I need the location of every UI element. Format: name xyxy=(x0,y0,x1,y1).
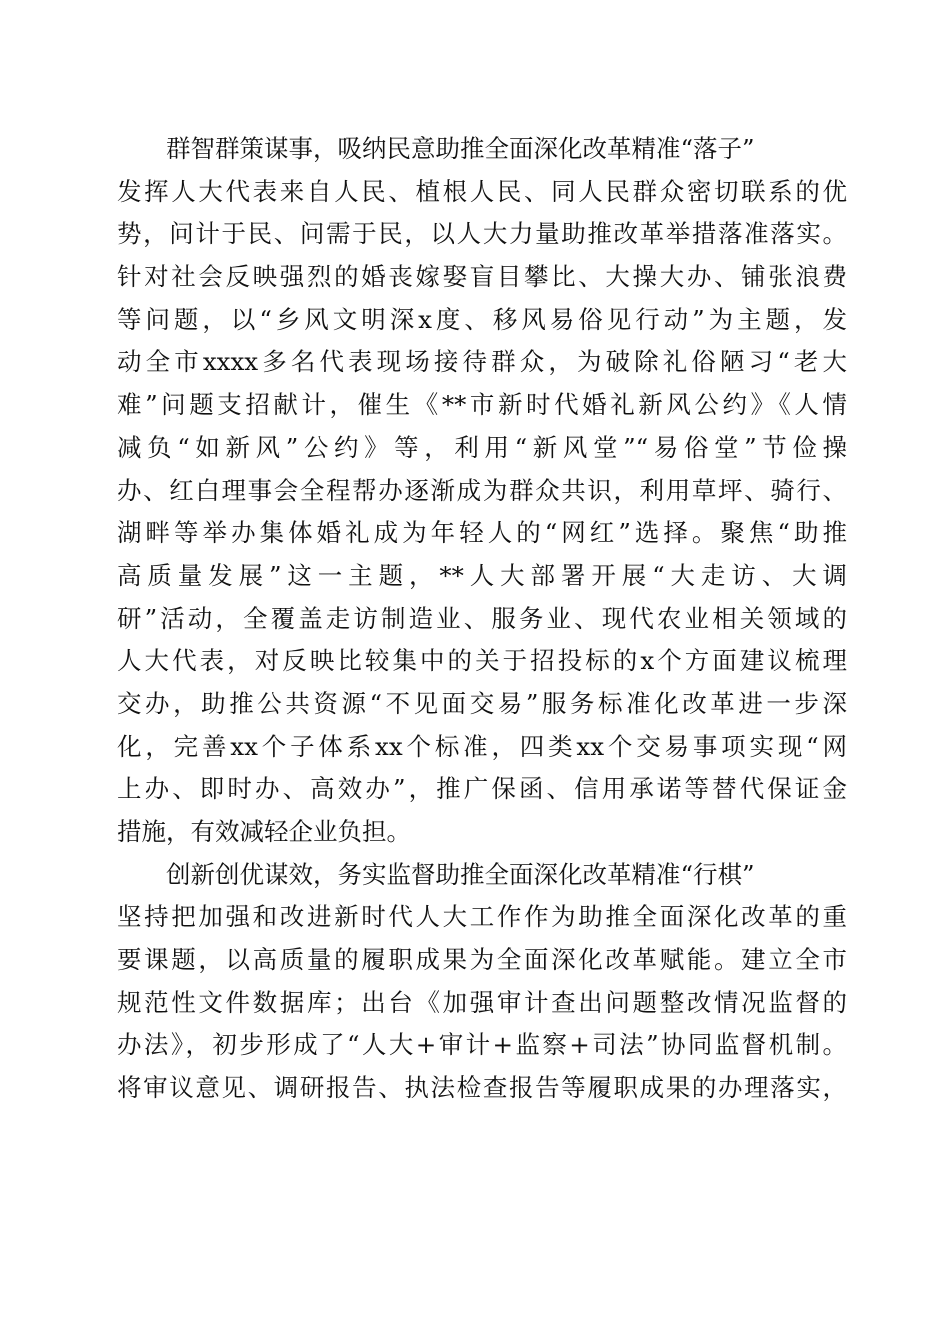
body-line: 高质量发展”这一主题，**人大部署开展“大走访、大调 xyxy=(117,560,847,590)
body-line: 办、红白理事会全程帮办逐渐成为群众共识，利用草坪、骑行、 xyxy=(117,475,847,505)
body-line: 上办、即时办、高效办”，推广保函、信用承诺等替代保证金 xyxy=(117,774,847,804)
body-line: 办法》，初步形成了“人大+审计+监察+司法”协同监督机制。 xyxy=(117,1030,847,1060)
body-line: 势，问计于民、问需于民，以人大力量助推改革举措落准落实。 xyxy=(117,219,847,249)
body-line: 难”问题支招献计，催生《**市新时代婚礼新风公约》《人情 xyxy=(117,390,847,420)
body-line: 发挥人大代表来自人民、植根人民、同人民群众密切联系的优 xyxy=(117,176,847,206)
body-line: 减负“如新风”公约》等，利用“新风堂”“易俗堂”节俭操 xyxy=(117,432,847,462)
body-line: 等问题，以“乡风文明深x度、移风易俗见行动”为主题，发 xyxy=(117,304,847,334)
body-line: 要课题，以高质量的履职成果为全面深化改革赋能。建立全市 xyxy=(117,945,847,975)
body-line: 措施，有效减轻企业负担。 xyxy=(117,817,411,846)
body-line: 将审议意见、调研报告、执法检查报告等履职成果的办理落实， xyxy=(117,1073,847,1103)
body-line: 人大代表，对反映比较集中的关于招投标的x个方面建议梳理 xyxy=(117,646,847,676)
body-line: 规范性文件数据库；出台《加强审计查出问题整改情况监督的 xyxy=(117,987,847,1017)
body-line: 化，完善xx个子体系xx个标准，四类xx个交易事项实现“网 xyxy=(117,731,847,761)
body-line: 湖畔等举办集体婚礼成为年轻人的“网红”选择。聚焦“助推 xyxy=(117,518,847,548)
document-body xyxy=(117,128,847,1110)
section-heading-1: 群智群策谋事，吸纳民意助推全面深化改革精准“落子” xyxy=(166,134,755,163)
body-line: 坚持把加强和改进新时代人大工作作为助推全面深化改革的重 xyxy=(117,902,847,932)
body-line: 针对社会反映强烈的婚丧嫁娶盲目攀比、大操大办、铺张浪费 xyxy=(117,262,847,292)
body-line: 动全市xxxx多名代表现场接待群众，为破除礼俗陋习“老大 xyxy=(117,347,847,377)
body-line: 研”活动，全覆盖走访制造业、服务业、现代农业相关领域的 xyxy=(117,603,847,633)
body-line: 交办，助推公共资源“不见面交易”服务标准化改革进一步深 xyxy=(117,688,847,718)
section-heading-2: 创新创优谋效，务实监督助推全面深化改革精准“行棋” xyxy=(166,859,755,889)
